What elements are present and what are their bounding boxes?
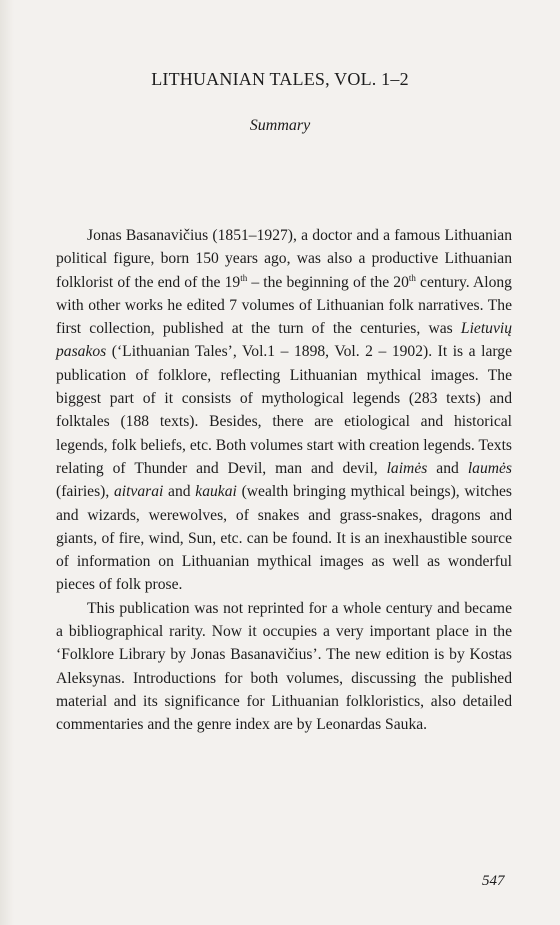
section-subtitle: Summary <box>249 117 311 134</box>
text-run: (fairies), <box>56 483 114 501</box>
superscript: th <box>408 272 416 283</box>
paragraph <box>56 224 512 597</box>
summary-body <box>56 224 512 737</box>
text-run: Jonas Basanavičius (1851–1927), a doctor and a famous Lithuanian political figure, born 150 years ago, was also a productive Lithuanian folklorist of the end of the 19 <box>56 227 512 291</box>
page-title: LITHUANIAN TALES, VOL. 1–2 <box>151 69 409 89</box>
page-number: 547 <box>482 873 505 889</box>
page-edge-shadow <box>0 0 14 925</box>
italic-term: Lietuvių pasakos <box>56 320 512 361</box>
superscript: th <box>240 272 248 283</box>
italic-term: aitvarai <box>113 483 164 501</box>
italic-term: kaukai <box>195 483 237 501</box>
text-run: century. Along with other works he edited 7 volumes of Lithuanian folk narratives. The first collection, published at the turn of the centuries, was <box>56 273 512 338</box>
text-run: – the beginning of the 20 <box>247 273 409 291</box>
text-run: (wealth bringing mythical beings), witches and wizards, werewolves, of snakes and grass-snakes, dragons and giants, of fire, wind, Sun, etc. can be found. It is an inexhaustible source of information on Lithuanian mythical images as well as wonderful pieces of folk prose. <box>56 483 512 594</box>
italic-term: laumės <box>467 459 512 477</box>
paragraph <box>56 597 512 737</box>
text-run: and <box>163 483 196 501</box>
text-run: This publication was not reprinted for a whole century and became a bibliographical rarity. Now it occupies a very important place in the ‘Folklore Library by Jonas Basanavičius’. The new edition is by Kostas Aleksynas. Introductions for both volumes, discussing the published material and its significance for Lithuanian folkloristics, also detailed commentaries and the genre index are by Leonardas Sauka. <box>56 599 512 734</box>
text-run: and <box>427 459 468 477</box>
text-run: (‘Lithuanian Tales’, Vol.1 – 1898, Vol. 2 – 1902). It is a large publication of folklore, reflecting Lithuanian mythical images. The biggest part of it consists of mythological legends (283 texts) and folktales (188 texts). Besides, there are etiological and historical legends, folk beliefs, etc. Both volumes start with creation legends. Texts relating of Thunder and Devil, man and devil, <box>56 343 512 477</box>
italic-term: laimės <box>386 459 428 477</box>
